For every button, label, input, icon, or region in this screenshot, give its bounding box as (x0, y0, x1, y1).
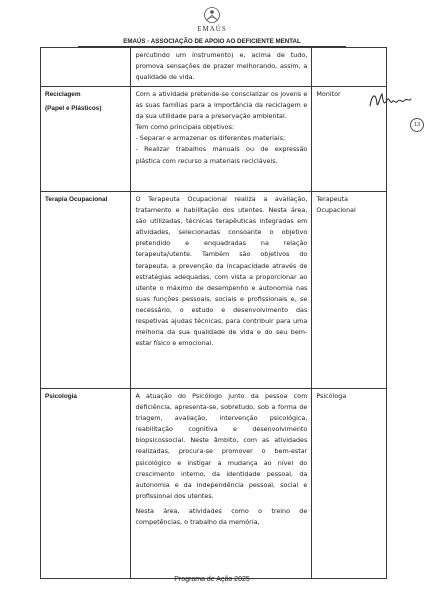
description-cell (131, 389, 312, 579)
description-cell (131, 192, 312, 389)
description-text: A atuação do Psicólogo junto da pessoa com deficiência, apresenta-se, sobretudo, sob a forma de triagem, avaliação, intervenção psicológica, reabilitação cognitiva e desenvolvimento biopsicossocial. Neste âmbito, com as atividades realizadas, procura-se promover o bem-estar psicológico e instigar a mudança ao nível do crescimento interno, da identidade pessoal, da autonomia e da independência pessoal, social e profissional dos utentes. (135, 392, 308, 500)
category-title: Terapia Ocupacional (45, 196, 108, 203)
description-text: Nesta área, atividades como o treino de competências, o trabalho da memória, (135, 506, 308, 527)
category-subtitle: (Papel e Plásticos) (45, 105, 102, 113)
description-text: Com a atividade pretende-se conscializar os jovens e as suas famílias para a importância da reciclagem e da sua utilidade para a preservação ambiental. (135, 90, 308, 121)
description-text: - Separar e armazenar os diferentes materiais; (135, 134, 286, 143)
category-cell (41, 87, 131, 192)
description-text: Tem como principais objetivos: (135, 123, 235, 132)
table-row (41, 48, 387, 87)
page-stamp: 13 (410, 118, 424, 132)
emaus-emblem-icon (201, 6, 223, 24)
category-title: Psicologia (45, 393, 77, 400)
category-cell (41, 192, 131, 389)
footer-text: Programa de Ação 2025 (174, 576, 250, 583)
description-text: percutindo um instrumento) e, acima de tudo, promova sensações de prazer melhorando, assim, a qualidade de vida. (135, 51, 308, 82)
table-row (41, 389, 387, 579)
handwritten-signature (368, 88, 412, 112)
responsible-cell: Monitor (312, 87, 387, 192)
category-cell (41, 389, 131, 579)
activities-table (40, 47, 387, 579)
description-cell (131, 87, 312, 192)
header-title: EMAÚS - ASSOCIAÇÃO DE APOIO AO DEFICIENTE MENTAL (123, 38, 301, 45)
description-cell (131, 48, 312, 87)
responsible-cell: Psicóloga (312, 389, 387, 579)
table-row (41, 192, 387, 389)
responsible-cell (312, 48, 387, 87)
description-text: O Terapeuta Ocupacional realiza a avaliação, tratamento e habilitação dos utentes. Nesta área, são utilizadas, técnicas terapêuticas integradas em atividades, selecionadas consoante o objetivo pretendido e enquadradas na relação terapeuta/utente. Também são objetivos do terapeuta, a prevenção da incapacidade através de estratégias adequadas, com vista a proporcionar ao utente o máximo de desempenho e autonomia nas suas funções pessoais, sociais e profissionais e, se necessário, o estudo e desenvolvimento das respetivas ajudas técnicas, para contribuir para uma melhoria da sua qualidade de vida e do seu bem-estar físico e emocional. (135, 195, 308, 348)
emaus-logo (188, 6, 236, 33)
logo-wordmark: EMAÚS (197, 25, 227, 33)
responsible-cell: Terapeuta Ocupacional (312, 192, 387, 389)
description-text: - Realizar trabalhos manuais ou de expressão plástica com recurso a materiais recicláveis. (135, 145, 308, 165)
table-row (41, 87, 387, 192)
category-cell (41, 48, 131, 87)
category-title: Reciclagem (45, 91, 81, 98)
